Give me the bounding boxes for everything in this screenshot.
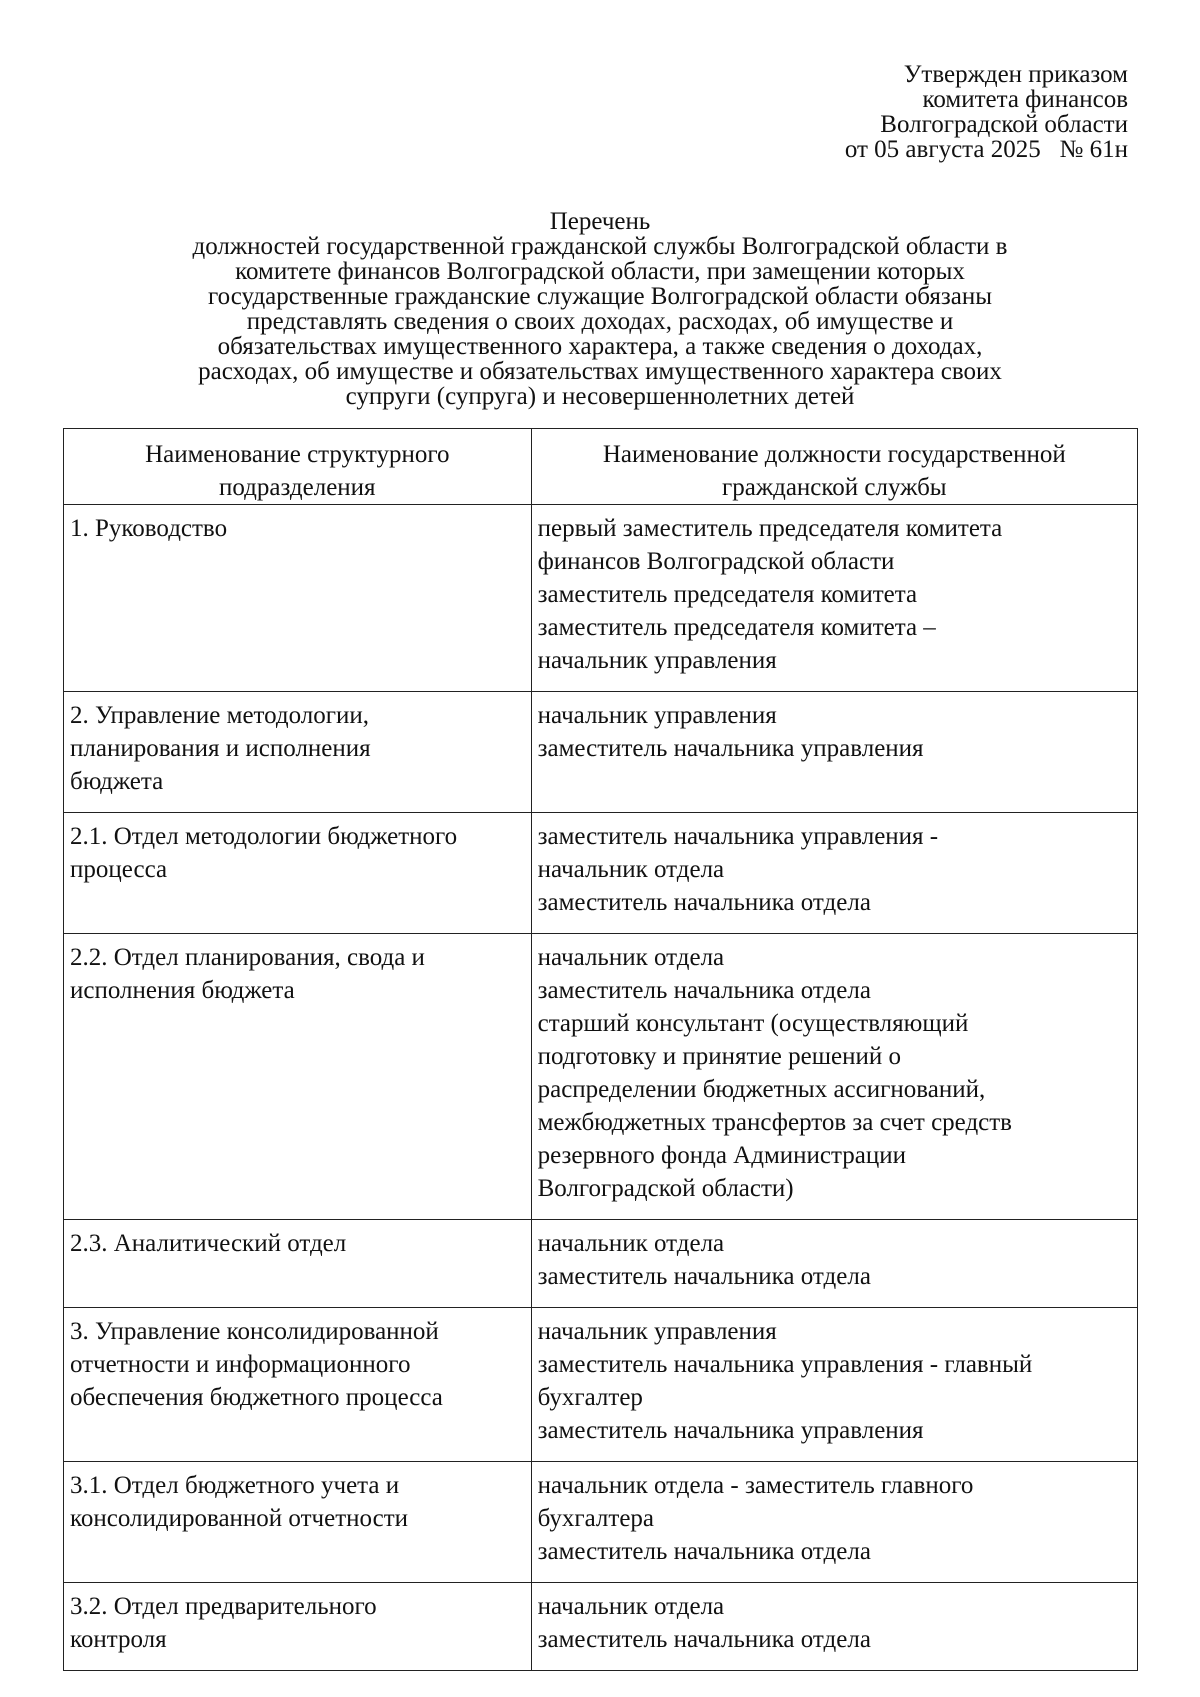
unit-line: процесса [70,856,168,883]
unit-cell [64,1462,532,1583]
position-cell [531,505,1137,692]
position-cell [531,813,1137,934]
unit-line: планирования и исполнения [70,735,371,762]
header-unit-line-2: подразделения [219,474,376,501]
unit-line: исполнения бюджета [70,977,295,1004]
title-line-2: комитете финансов Волгоградской области, при замещении которых [235,258,965,285]
position-line: межбюджетных трансфертов за счет средств [537,1109,1012,1136]
table-row [64,813,1138,934]
position-line: подготовку и принятие решений о [537,1043,901,1070]
table-body [64,505,1138,1671]
table-row [64,1220,1138,1308]
table-row [64,692,1138,813]
position-line: заместитель председателя комитета [537,581,918,608]
title-line-6: расходах, об имуществе и обязательствах имущественного характера своих [198,358,1002,385]
position-line: заместитель начальника отдела [537,1538,871,1565]
unit-line: 3. Управление консолидированной [70,1318,439,1345]
position-line: финансов Волгоградской области [537,548,895,575]
unit-cell [64,1220,532,1308]
position-line: заместитель начальника управления - главный [537,1351,1033,1378]
header-unit-line-1: Наименование структурного [145,441,450,468]
position-line: начальник отдела [537,1230,725,1257]
position-line: распределении бюджетных ассигнований, [537,1076,986,1103]
title-line-3: государственные гражданские служащие Волгоградской области обязаны [208,283,992,310]
header-position-line-1: Наименование должности государственной [602,441,1066,468]
unit-line: отчетности и информационного [70,1351,411,1378]
order-number: № 61н [1059,136,1128,163]
table-row [64,1308,1138,1462]
approval-line-3: Волгоградской области [880,111,1128,138]
unit-cell [64,1583,532,1671]
position-line: начальник отдела [537,944,725,971]
position-line: начальник управления [537,647,777,674]
header-unit [64,429,532,505]
position-line: начальник отдела [537,856,725,883]
unit-cell [64,934,532,1220]
position-line: Волгоградской области) [537,1175,794,1202]
position-line: первый заместитель председателя комитета [537,515,1003,542]
approval-order-line [845,137,1128,162]
unit-line: 1. Руководство [70,515,228,542]
unit-cell [64,692,532,813]
unit-line: контроля [70,1626,167,1653]
position-line: заместитель начальника отдела [537,889,871,916]
position-cell [531,1462,1137,1583]
header-position-line-2: гражданской службы [721,474,947,501]
unit-line: 2.1. Отдел методологии бюджетного [70,823,458,850]
approval-line-2: комитета финансов [922,86,1128,113]
unit-line: 2. Управление методологии, [70,702,370,729]
unit-line: 3.2. Отдел предварительного [70,1593,377,1620]
table-row [64,505,1138,692]
unit-cell [64,813,532,934]
title-line-4: представлять сведения о своих доходах, расходах, об имуществе и [246,308,954,335]
position-cell [531,1220,1137,1308]
approval-line-1: Утвержден приказом [903,61,1128,88]
position-line: резервного фонда Администрации [537,1142,906,1169]
position-line: старший консультант (осуществляющий [537,1010,969,1037]
position-line: начальник отдела [537,1593,725,1620]
position-line: начальник отдела - заместитель главного [537,1472,974,1499]
title-heading: Перечень [549,208,651,235]
unit-cell [64,505,532,692]
title-line-1: должностей государственной гражданской службы Волгоградской области в [192,233,1008,260]
table-row [64,1462,1138,1583]
order-date: от 05 августа 2025 [844,136,1041,163]
title-line-7: супруги (супруга) и несовершеннолетних детей [345,383,855,410]
unit-line: 2.3. Аналитический отдел [70,1230,347,1257]
header-position [531,429,1137,505]
position-line: заместитель начальника отдела [537,977,871,1004]
table-header-row [64,429,1138,505]
position-line: начальник управления [537,1318,777,1345]
positions-table [63,428,1138,1671]
table-row [64,1583,1138,1671]
position-line: заместитель начальника управления [537,735,924,762]
position-cell [531,1583,1137,1671]
unit-line: обеспечения бюджетного процесса [70,1384,443,1411]
unit-line: 2.2. Отдел планирования, свода и [70,944,425,971]
position-line: заместитель начальника управления [537,1417,924,1444]
position-line: бухгалтер [537,1384,643,1411]
position-cell [531,1308,1137,1462]
position-cell [531,692,1137,813]
table-row [64,934,1138,1220]
unit-line: бюджета [70,768,164,795]
unit-line: консолидированной отчетности [70,1505,409,1532]
position-line: бухгалтера [537,1505,655,1532]
document-title [120,209,1080,409]
position-line: заместитель начальника отдела [537,1263,871,1290]
unit-line: 3.1. Отдел бюджетного учета и [70,1472,400,1499]
position-line: начальник управления [537,702,777,729]
approval-block [845,62,1128,162]
position-cell [531,934,1137,1220]
unit-cell [64,1308,532,1462]
position-line: заместитель начальника отдела [537,1626,871,1653]
title-line-5: обязательствах имущественного характера, а также сведения о доходах, [217,333,983,360]
position-line: заместитель председателя комитета – [537,614,936,641]
position-line: заместитель начальника управления - [537,823,939,850]
